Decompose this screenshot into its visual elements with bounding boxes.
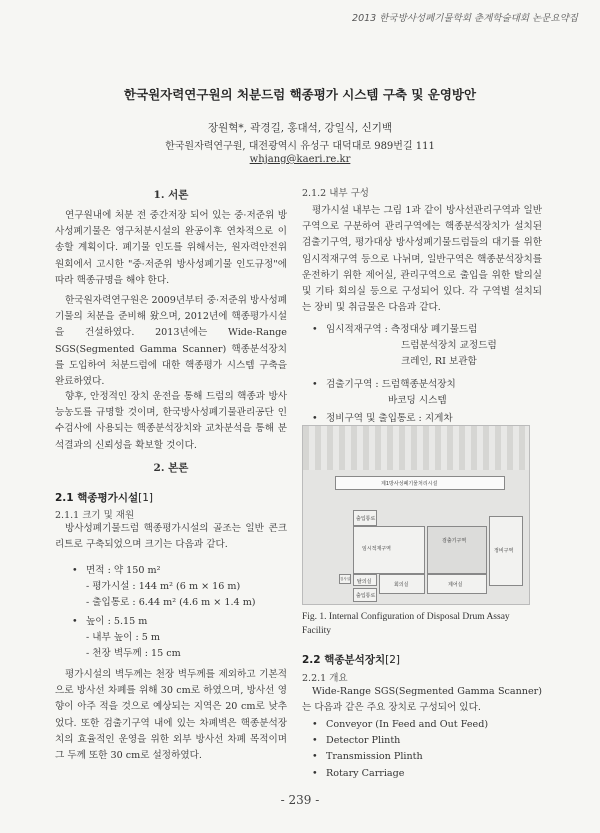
- subsection-2-2-title: 2.2 핵종분석장치: [302, 654, 386, 666]
- component-list: [312, 717, 542, 782]
- list-item: - 천장 벽두께 : 15 cm: [86, 648, 181, 660]
- room-control: [427, 574, 487, 594]
- list-item: - 출입통로 : 6.44 m² (4.6 m × 1.4 m): [86, 597, 256, 609]
- list-item: • 높이 : 5.15 m: [72, 615, 148, 627]
- list-item: - 내부 높이 : 5 m: [86, 631, 160, 643]
- list-item: • 정비구역 및 출입통로 : 지게차: [312, 413, 453, 425]
- wall-paragraph: 평가시설의 벽두께는 천장 벽두께를 제외하고 기본적으로 방사선 차폐를 위해 30 cm로 하였으며, 방사선 영향이 아주 적을 것으로 예상되는 지역은 20 cm로 낮추었다. 또한 검출기구역 내에 있는 차폐벽은 핵종분석장치의 효율적인 운영을 위한 외부 방사선 차폐 목적이며 그 두께 또한 30 cm로 설정하였다.: [55, 669, 287, 762]
- intro-paragraph-3: 향후, 안정적인 장치 운전을 통해 드럼의 핵종과 방사능농도를 규명할 것이며, 한국방사성폐기물관리공단 인수검사에 사용되는 핵종분석장치와 교차분석을 통해 분석결과의 신뢰성을 확보할 것이다.: [55, 391, 287, 451]
- list-item: • Conveyor (In Feed and Out Feed): [312, 719, 489, 730]
- subsection-2-1-2-heading: 2.1.2 내부 구성: [302, 188, 369, 199]
- room-small: [339, 574, 351, 584]
- room-label: 검출기구역: [442, 538, 467, 544]
- paper-title: 한국원자력연구원의 처분드럼 핵종평가 시스템 구축 및 운영방안: [123, 87, 477, 102]
- subsection-2-2-heading: [302, 652, 542, 667]
- facility-banner: 제1방사성폐기물처리시설: [381, 481, 438, 487]
- list-item: • Rotary Carriage: [312, 767, 405, 779]
- room-label: 탈의실: [357, 579, 372, 585]
- list-item: 바코딩 시스템: [388, 394, 447, 406]
- roof-pattern: [303, 426, 529, 470]
- section-body-heading: 2. 본론: [153, 462, 189, 474]
- room-label: 제어실: [448, 582, 463, 588]
- list-item: 드럼분석장치 교정드럼: [401, 340, 497, 352]
- list-item: • Transmission Plinth: [312, 751, 423, 763]
- intro-paragraph-2: 한국원자력연구원은 2009년부터 중·저준위 방사성폐기물의 처분을 준비해 왔으며, 2012년에 핵종평가시설을 건설하였다. 2013년에는 Wide-Range SGS(Segmented Gamma Scanner) 핵종분석장치를 도입하여 처분드럼에 대한 핵종평가 시스템 구축을 완료하였다.: [55, 295, 287, 388]
- subsection-2-2-ref: [2]: [385, 654, 400, 666]
- subsection-2-1-1-heading: 2.1.1 크기 및 재원: [55, 510, 135, 521]
- room-change: [353, 574, 377, 586]
- room-maintenance: [489, 516, 523, 586]
- list-item: • 임시적재구역 : 측정대상 폐기물드럼: [312, 324, 478, 335]
- room-label: 출입통로: [356, 593, 376, 599]
- page-number: - 239 -: [280, 793, 320, 807]
- subsection-2-1-title: 2.1 핵종평가시설: [55, 492, 139, 504]
- internal-paragraph: 평가시설 내부는 그림 1과 같이 방사선관리구역과 일반구역으로 구분하여 관리구역에는 핵종분석장치가 설치된 검출기구역, 평가대상 방사성폐기물드럼들의 대기를 위한 임시적재구역 등으로 나뉘며, 일반구역은 핵종분석장치를 운전하기 위한 제어실, 관리구역으로 출입을 위한 탈의실 및 기타 회의실 등으로 구성되어 있다. 각 구역별 설치되는 장비 및 취급물은 다음과 같다.: [302, 205, 542, 314]
- room-temporary-storage: [353, 526, 425, 574]
- list-item: • Detector Plinth: [312, 735, 401, 747]
- figure-caption: Fig. 1. Internal Configuration of Disposal Drum Assay Facility: [302, 612, 510, 636]
- room-detector: [427, 526, 487, 574]
- list-item: - 평가시설 : 144 m² (6 m × 16 m): [86, 581, 241, 593]
- room-entry: [353, 510, 377, 526]
- room-label: 정비구역: [494, 548, 514, 554]
- room-label: 출입통로: [356, 516, 376, 522]
- facility-banner-box: [335, 476, 505, 490]
- author-email: [0, 154, 600, 165]
- intro-paragraph-1: 연구원내에 처분 전 중간저장 되어 있는 중·저준위 방사성폐기물은 영구처분시설의 완공이후 연차적으로 이송할 계획이다. 폐기물 인도를 위해서는, 원자력안전위원회에서 고시한 "중·저준위 방사성폐기물 인도규정"에 따라 핵종규명을 해야 한다.: [55, 210, 287, 286]
- subsection-2-2-1-heading: 2.2.1 개요: [302, 673, 348, 684]
- room-label: 검사실: [340, 577, 351, 581]
- section-body-heading-wrap: [55, 460, 287, 475]
- affiliation: 한국원자력연구원, 대전광역시 유성구 대덕대로 989번길 111: [165, 141, 435, 152]
- size-paragraph: 방사성폐기물드럼 핵종평가시설의 골조는 일반 콘크리트로 구축되었으며 크기는 다음과 같다.: [55, 523, 287, 551]
- email-link[interactable]: whjang@kaeri.re.kr: [249, 154, 351, 165]
- author-list: 장원혁*, 곽경길, 홍대석, 강일식, 신기백: [207, 122, 393, 134]
- room-entry-2: [353, 588, 377, 602]
- room-label: 임시적재구역: [362, 546, 391, 552]
- list-item: 크레인, RI 보관함: [401, 356, 477, 368]
- room-label: 회의실: [394, 582, 409, 588]
- section-introduction-heading: 1. 서론: [153, 189, 189, 201]
- facility-floor-plan-figure: [302, 425, 530, 605]
- room-meeting: [379, 574, 425, 594]
- list-item: • 면적 : 약 150 m²: [72, 565, 161, 576]
- list-item: • 검출기구역 : 드럼핵종분석장치: [312, 378, 456, 390]
- left-column: [55, 187, 287, 202]
- overview-paragraph: Wide-Range SGS(Segmented Gamma Scanner)는 다음과 같은 주요 장치로 구성되어 있다.: [302, 686, 542, 714]
- running-header: 2013 한국방사성폐기물학회 춘계학술대회 논문요약집: [352, 13, 578, 24]
- subsection-2-1-ref: [1]: [138, 492, 153, 504]
- size-list: [72, 563, 287, 662]
- subsection-2-1-heading: [55, 490, 287, 505]
